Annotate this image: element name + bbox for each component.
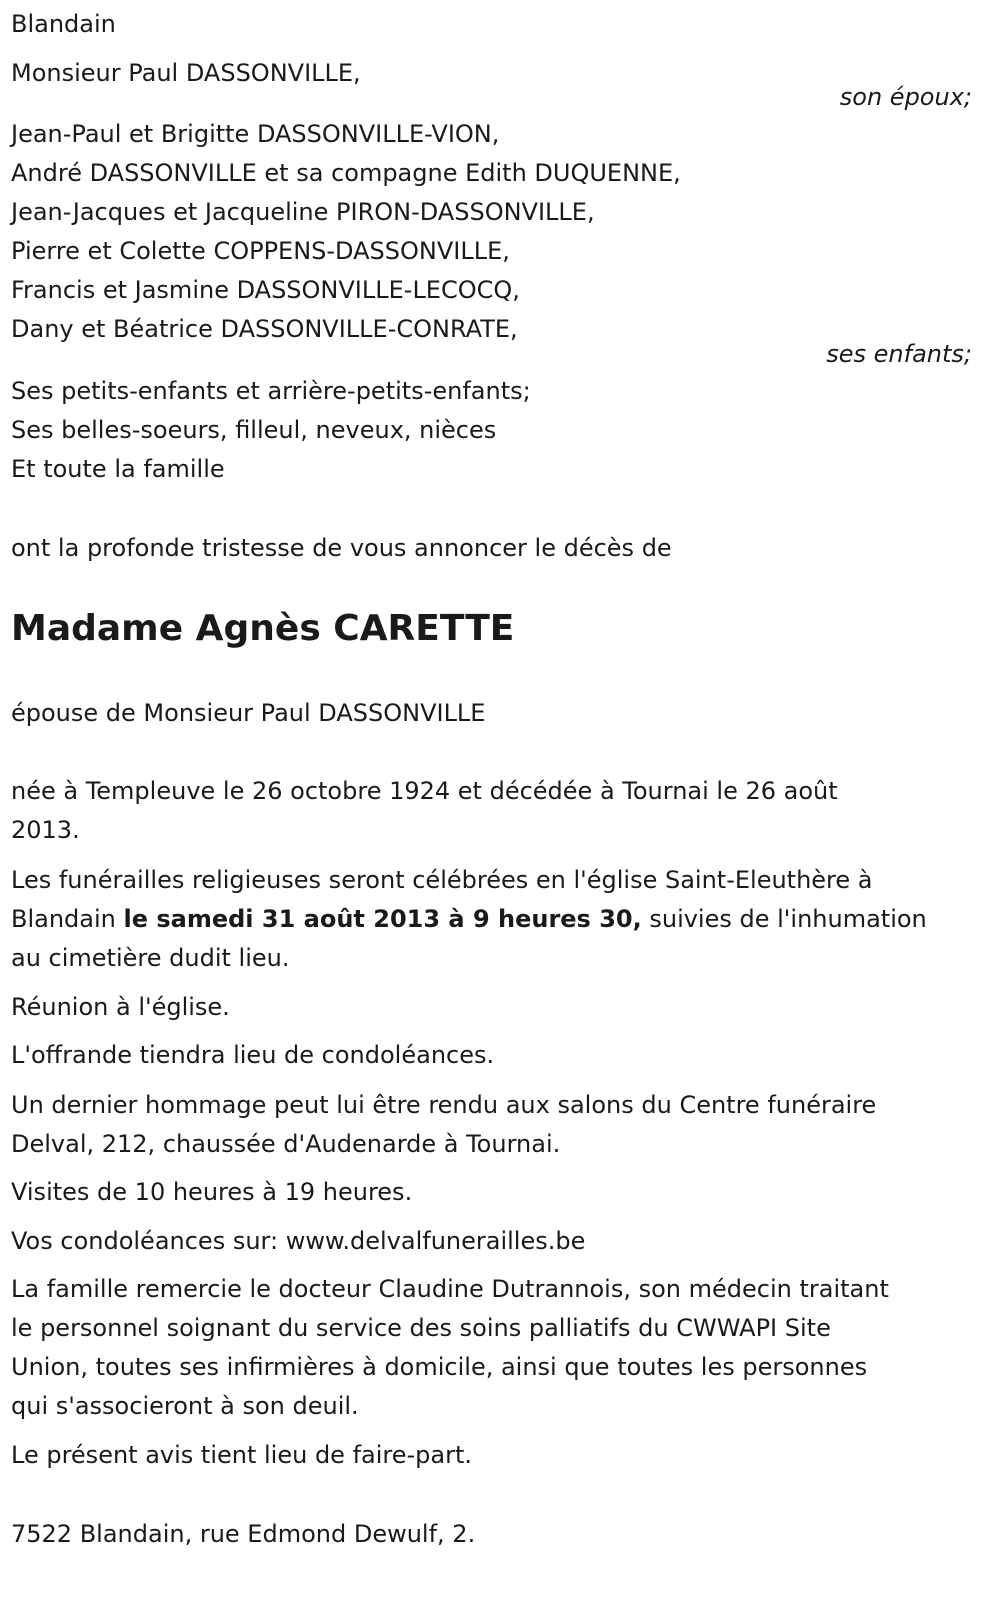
- offrande-note: L'offrande tiendra lieu de condoléances.: [11, 1041, 495, 1069]
- child-line: Francis et Jasmine DASSONVILLE-LECOCQ,: [11, 276, 520, 304]
- funeral-text: suivies de l'inhumation: [641, 905, 927, 933]
- deceased-name: Madame Agnès CARETTE: [11, 608, 515, 649]
- family-line: Ses petits-enfants et arrière-petits-enfants;: [11, 377, 531, 405]
- funeral-line: Les funérailles religieuses seront célébrées en l'église Saint-Eleuthère à: [11, 866, 873, 894]
- funeral-line: [11, 900, 927, 939]
- address: 7522 Blandain, rue Edmond Dewulf, 2.: [11, 1520, 476, 1548]
- funeral-date: le samedi 31 août 2013 à 9 heures 30,: [123, 905, 642, 933]
- deceased-spouse: épouse de Monsieur Paul DASSONVILLE: [11, 699, 486, 727]
- child-line: Dany et Béatrice DASSONVILLE-CONRATE,: [11, 315, 518, 343]
- funeral-line: au cimetière dudit lieu.: [11, 944, 290, 972]
- reunion-note: Réunion à l'église.: [11, 993, 230, 1021]
- funeral-text: Blandain: [11, 905, 124, 933]
- child-line: André DASSONVILLE et sa compagne Edith DUQUENNE,: [11, 159, 681, 187]
- faire-part-note: Le présent avis tient lieu de faire-part.: [11, 1441, 473, 1469]
- remerciements-line: La famille remercie le docteur Claudine Dutrannois, son médecin traitant: [11, 1275, 889, 1303]
- remerciements-line: qui s'associeront à son deuil.: [11, 1392, 359, 1420]
- birth-death-line: 2013.: [11, 816, 80, 844]
- condoleances-note: Vos condoléances sur: www.delvalfunerailles.be: [11, 1227, 586, 1255]
- spouse-name: Monsieur Paul DASSONVILLE,: [11, 59, 361, 87]
- spouse-role: son époux;: [839, 83, 972, 111]
- child-line: Jean-Paul et Brigitte DASSONVILLE-VION,: [11, 120, 500, 148]
- child-line: Jean-Jacques et Jacqueline PIRON-DASSONVILLE,: [11, 198, 595, 226]
- visites-note: Visites de 10 heures à 19 heures.: [11, 1178, 413, 1206]
- hommage-line: Un dernier hommage peut lui être rendu aux salons du Centre funéraire: [11, 1091, 877, 1119]
- family-line: Et toute la famille: [11, 455, 225, 483]
- remerciements-line: Union, toutes ses infirmières à domicile, ainsi que toutes les personnes: [11, 1353, 868, 1381]
- hommage-line: Delval, 212, chaussée d'Audenarde à Tournai.: [11, 1130, 561, 1158]
- remerciements-line: le personnel soignant du service des soins palliatifs du CWWAPI Site: [11, 1314, 831, 1342]
- child-line: Pierre et Colette COPPENS-DASSONVILLE,: [11, 237, 510, 265]
- birth-death-line: née à Templeuve le 26 octobre 1924 et décédée à Tournai le 26 août: [11, 777, 838, 805]
- children-role: ses enfants;: [826, 340, 972, 368]
- announcement: ont la profonde tristesse de vous annoncer le décès de: [11, 534, 672, 562]
- place-heading: Blandain: [11, 10, 116, 38]
- family-line: Ses belles-soeurs, filleul, neveux, nièces: [11, 416, 497, 444]
